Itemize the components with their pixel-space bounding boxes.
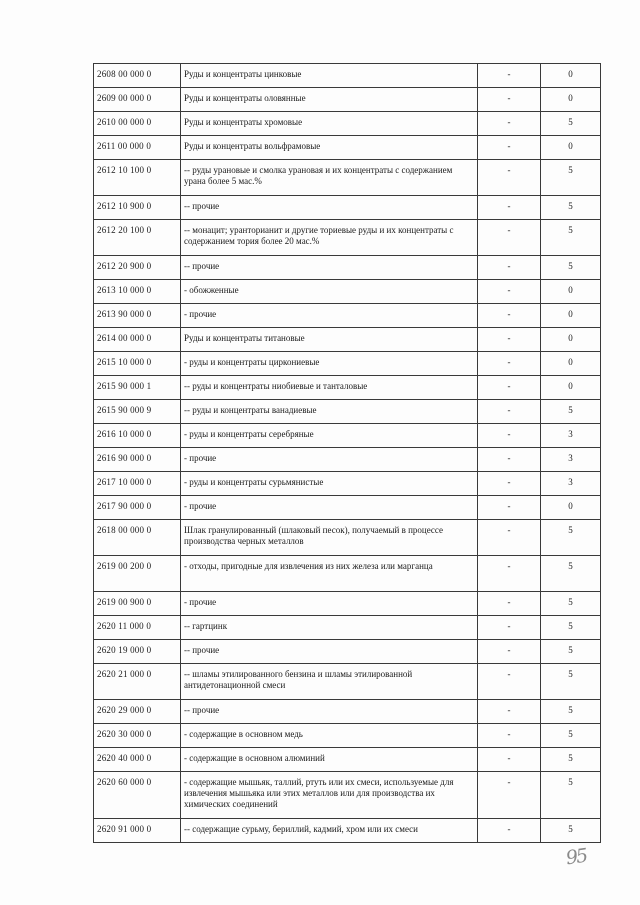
table-row bbox=[94, 640, 601, 664]
table-row bbox=[94, 196, 601, 220]
tariff-code-cell: 2617 90 000 0 bbox=[94, 496, 181, 520]
unit-cell: - bbox=[478, 424, 541, 448]
description-cell: -- содержащие сурьму, бериллий, кадмий, хром или их смеси bbox=[181, 819, 478, 843]
tariff-code-cell: 2616 10 000 0 bbox=[94, 424, 181, 448]
tariff-table-body bbox=[94, 64, 601, 843]
unit-cell: - bbox=[478, 819, 541, 843]
duty-rate-cell: 3 bbox=[541, 448, 601, 472]
duty-rate-cell: 5 bbox=[541, 256, 601, 280]
tariff-code-cell: 2620 40 000 0 bbox=[94, 748, 181, 772]
table-row bbox=[94, 748, 601, 772]
duty-rate-cell: 0 bbox=[541, 328, 601, 352]
tariff-code-cell: 2615 10 000 0 bbox=[94, 352, 181, 376]
duty-rate-cell: 5 bbox=[541, 772, 601, 819]
description-cell: - прочие bbox=[181, 448, 478, 472]
tariff-code-cell: 2612 10 900 0 bbox=[94, 196, 181, 220]
description-cell: - обожженные bbox=[181, 280, 478, 304]
tariff-code-cell: 2620 91 000 0 bbox=[94, 819, 181, 843]
table-row bbox=[94, 400, 601, 424]
tariff-code-cell: 2620 21 000 0 bbox=[94, 664, 181, 700]
description-cell: -- прочие bbox=[181, 196, 478, 220]
tariff-code-cell: 2612 10 100 0 bbox=[94, 160, 181, 196]
duty-rate-cell: 5 bbox=[541, 640, 601, 664]
table-row bbox=[94, 88, 601, 112]
tariff-code-cell: 2616 90 000 0 bbox=[94, 448, 181, 472]
duty-rate-cell: 0 bbox=[541, 376, 601, 400]
tariff-code-cell: 2615 90 000 9 bbox=[94, 400, 181, 424]
duty-rate-cell: 0 bbox=[541, 88, 601, 112]
tariff-code-cell: 2610 00 000 0 bbox=[94, 112, 181, 136]
duty-rate-cell: 5 bbox=[541, 724, 601, 748]
tariff-code-cell: 2612 20 100 0 bbox=[94, 220, 181, 256]
duty-rate-cell: 5 bbox=[541, 400, 601, 424]
tariff-code-cell: 2617 10 000 0 bbox=[94, 472, 181, 496]
duty-rate-cell: 0 bbox=[541, 352, 601, 376]
unit-cell: - bbox=[478, 400, 541, 424]
description-cell: -- гартцинк bbox=[181, 616, 478, 640]
duty-rate-cell: 5 bbox=[541, 196, 601, 220]
description-cell: - содержащие в основном медь bbox=[181, 724, 478, 748]
unit-cell: - bbox=[478, 256, 541, 280]
duty-rate-cell: 5 bbox=[541, 616, 601, 640]
description-cell: Руды и концентраты оловянные bbox=[181, 88, 478, 112]
duty-rate-cell: 5 bbox=[541, 520, 601, 556]
description-cell: Руды и концентраты цинковые bbox=[181, 64, 478, 88]
table-row bbox=[94, 280, 601, 304]
unit-cell: - bbox=[478, 616, 541, 640]
table-row bbox=[94, 616, 601, 640]
table-row bbox=[94, 472, 601, 496]
unit-cell: - bbox=[478, 352, 541, 376]
duty-rate-cell: 0 bbox=[541, 496, 601, 520]
table-row bbox=[94, 700, 601, 724]
description-cell: Руды и концентраты хромовые bbox=[181, 112, 478, 136]
tariff-code-cell: 2620 11 000 0 bbox=[94, 616, 181, 640]
tariff-code-cell: 2619 00 200 0 bbox=[94, 556, 181, 592]
unit-cell: - bbox=[478, 280, 541, 304]
unit-cell: - bbox=[478, 520, 541, 556]
table-row bbox=[94, 328, 601, 352]
tariff-code-cell: 2620 60 000 0 bbox=[94, 772, 181, 819]
duty-rate-cell: 5 bbox=[541, 112, 601, 136]
description-cell: -- руды урановые и смолка урановая и их концентраты с содержанием урана более 5 мас.% bbox=[181, 160, 478, 196]
description-cell: -- монацит; уранторианит и другие ториевые руды и их концентраты с содержанием тория более 20 мас.% bbox=[181, 220, 478, 256]
unit-cell: - bbox=[478, 196, 541, 220]
unit-cell: - bbox=[478, 556, 541, 592]
tariff-code-cell: 2613 10 000 0 bbox=[94, 280, 181, 304]
table-row bbox=[94, 256, 601, 280]
description-cell: -- руды и концентраты ниобиевые и танталовые bbox=[181, 376, 478, 400]
tariff-code-cell: 2619 00 900 0 bbox=[94, 592, 181, 616]
unit-cell: - bbox=[478, 496, 541, 520]
description-cell: -- прочие bbox=[181, 256, 478, 280]
duty-rate-cell: 5 bbox=[541, 220, 601, 256]
description-cell: -- руды и концентраты ванадиевые bbox=[181, 400, 478, 424]
tariff-code-cell: 2609 00 000 0 bbox=[94, 88, 181, 112]
duty-rate-cell: 5 bbox=[541, 700, 601, 724]
tariff-code-cell: 2613 90 000 0 bbox=[94, 304, 181, 328]
unit-cell: - bbox=[478, 64, 541, 88]
unit-cell: - bbox=[478, 772, 541, 819]
unit-cell: - bbox=[478, 160, 541, 196]
tariff-code-cell: 2618 00 000 0 bbox=[94, 520, 181, 556]
table-row bbox=[94, 376, 601, 400]
description-cell: - прочие bbox=[181, 592, 478, 616]
unit-cell: - bbox=[478, 640, 541, 664]
tariff-code-cell: 2615 90 000 1 bbox=[94, 376, 181, 400]
table-row bbox=[94, 819, 601, 843]
duty-rate-cell: 5 bbox=[541, 556, 601, 592]
unit-cell: - bbox=[478, 112, 541, 136]
tariff-table bbox=[93, 63, 601, 843]
table-row bbox=[94, 496, 601, 520]
tariff-code-cell: 2611 00 000 0 bbox=[94, 136, 181, 160]
table-row bbox=[94, 556, 601, 592]
unit-cell: - bbox=[478, 724, 541, 748]
tariff-code-cell: 2608 00 000 0 bbox=[94, 64, 181, 88]
duty-rate-cell: 0 bbox=[541, 64, 601, 88]
table-row bbox=[94, 64, 601, 88]
tariff-code-cell: 2614 00 000 0 bbox=[94, 328, 181, 352]
description-cell: - отходы, пригодные для извлечения из них железа или марганца bbox=[181, 556, 478, 592]
table-row bbox=[94, 592, 601, 616]
duty-rate-cell: 0 bbox=[541, 280, 601, 304]
handwritten-page-number: 95 bbox=[564, 844, 588, 870]
description-cell: - руды и концентраты серебряные bbox=[181, 424, 478, 448]
description-cell: -- прочие bbox=[181, 640, 478, 664]
unit-cell: - bbox=[478, 328, 541, 352]
duty-rate-cell: 5 bbox=[541, 592, 601, 616]
description-cell: Руды и концентраты вольфрамовые bbox=[181, 136, 478, 160]
table-row bbox=[94, 112, 601, 136]
unit-cell: - bbox=[478, 136, 541, 160]
description-cell: -- шламы этилированного бензина и шламы этилированной антидетонационной смеси bbox=[181, 664, 478, 700]
table-row bbox=[94, 220, 601, 256]
description-cell: - руды и концентраты циркониевые bbox=[181, 352, 478, 376]
unit-cell: - bbox=[478, 664, 541, 700]
unit-cell: - bbox=[478, 304, 541, 328]
duty-rate-cell: 0 bbox=[541, 136, 601, 160]
duty-rate-cell: 0 bbox=[541, 304, 601, 328]
description-cell: - содержащие мышьяк, таллий, ртуть или их смеси, используемые для извлечения мышьяка или этих металлов или для производства их химических соединений bbox=[181, 772, 478, 819]
table-row bbox=[94, 448, 601, 472]
description-cell: - руды и концентраты сурьмянистые bbox=[181, 472, 478, 496]
table-row bbox=[94, 520, 601, 556]
table-row bbox=[94, 352, 601, 376]
description-cell: -- прочие bbox=[181, 700, 478, 724]
unit-cell: - bbox=[478, 472, 541, 496]
description-cell: Шлак гранулированный (шлаковый песок), получаемый в процессе производства черных металлов bbox=[181, 520, 478, 556]
table-row bbox=[94, 136, 601, 160]
tariff-code-cell: 2620 19 000 0 bbox=[94, 640, 181, 664]
unit-cell: - bbox=[478, 748, 541, 772]
unit-cell: - bbox=[478, 592, 541, 616]
tariff-code-cell: 2612 20 900 0 bbox=[94, 256, 181, 280]
description-cell: Руды и концентраты титановые bbox=[181, 328, 478, 352]
duty-rate-cell: 5 bbox=[541, 664, 601, 700]
unit-cell: - bbox=[478, 220, 541, 256]
table-row bbox=[94, 160, 601, 196]
duty-rate-cell: 3 bbox=[541, 424, 601, 448]
table-row bbox=[94, 664, 601, 700]
duty-rate-cell: 5 bbox=[541, 748, 601, 772]
tariff-code-cell: 2620 29 000 0 bbox=[94, 700, 181, 724]
tariff-code-cell: 2620 30 000 0 bbox=[94, 724, 181, 748]
unit-cell: - bbox=[478, 376, 541, 400]
table-row bbox=[94, 724, 601, 748]
table-row bbox=[94, 424, 601, 448]
description-cell: - прочие bbox=[181, 496, 478, 520]
description-cell: - содержащие в основном алюминий bbox=[181, 748, 478, 772]
unit-cell: - bbox=[478, 448, 541, 472]
unit-cell: - bbox=[478, 700, 541, 724]
description-cell: - прочие bbox=[181, 304, 478, 328]
duty-rate-cell: 5 bbox=[541, 819, 601, 843]
table-row bbox=[94, 304, 601, 328]
table-row bbox=[94, 772, 601, 819]
duty-rate-cell: 5 bbox=[541, 160, 601, 196]
duty-rate-cell: 3 bbox=[541, 472, 601, 496]
unit-cell: - bbox=[478, 88, 541, 112]
